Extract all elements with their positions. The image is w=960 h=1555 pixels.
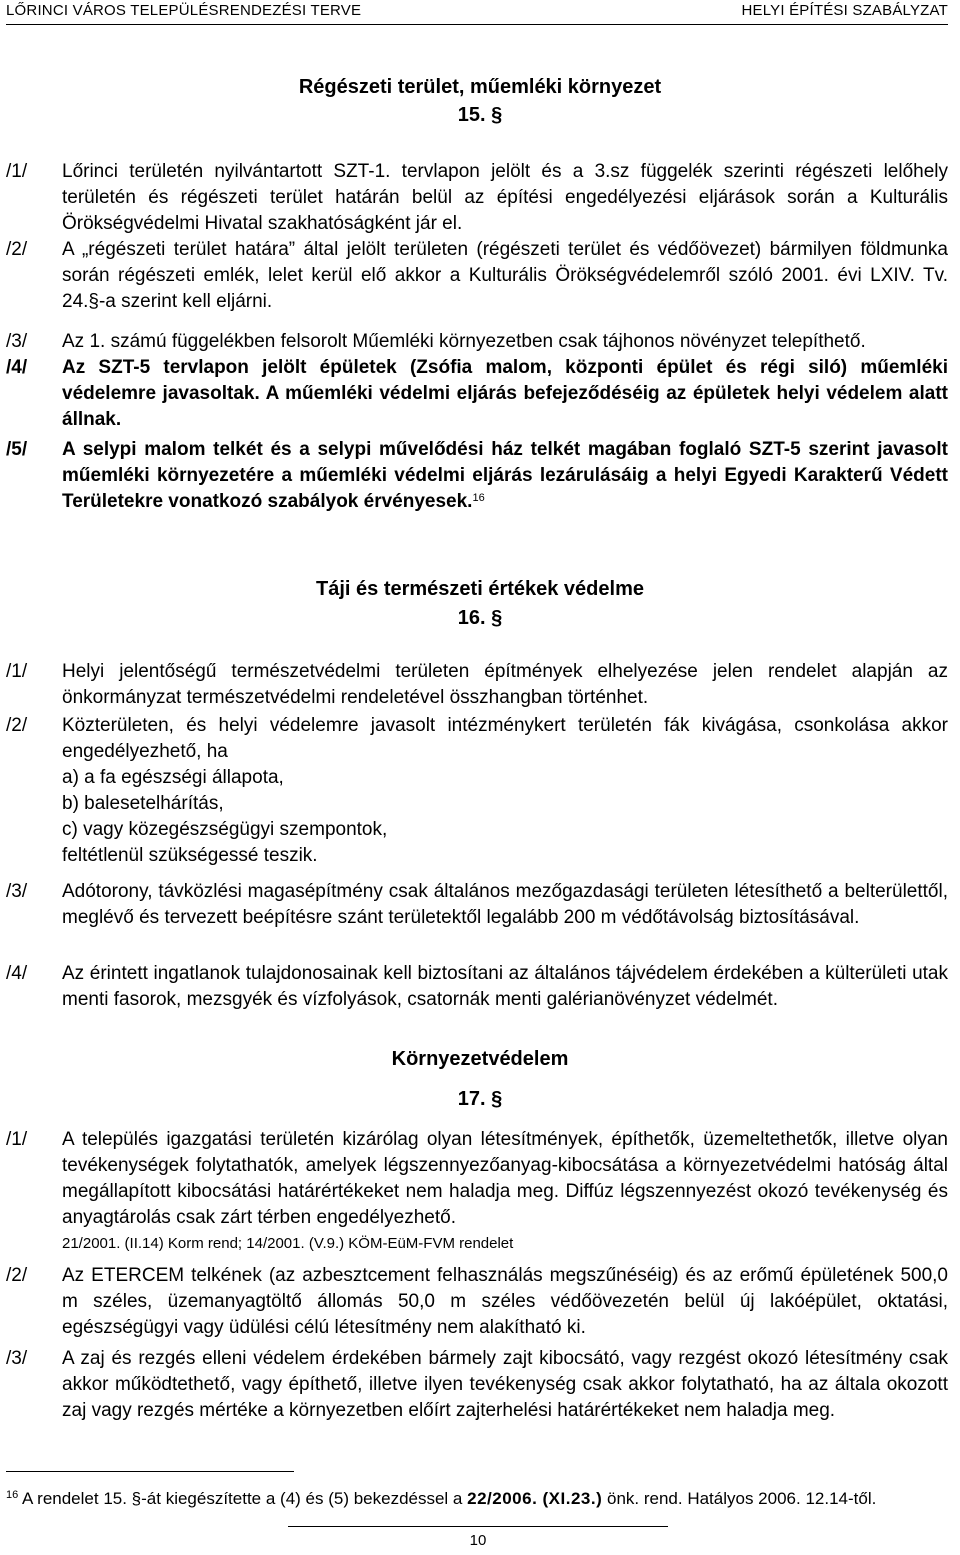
sec16-p2-intro: Közterületen, és helyi védelemre javasolt intézménykert területén fák kivágása, csonkolása akkor engedélyezhető, ha (62, 715, 948, 762)
sec17-p2-text: Az ETERCEM telkének (az azbesztcement felhasználás megszűnéséig) és az erőmű épületének 500,0 m széles, üzemanyagtöltő állomás 50,0 m széles védőövezetén belül új lakóépület, oktatási, egészségügyi vagy üdülési célú létesítmény nem alakítható ki. (62, 1265, 948, 1338)
footnote-text-before: A rendelet 15. §-át kiegészítette a (4) és (5) bekezdéssel a (18, 1489, 468, 1508)
sec17-p2-number: /2/ (6, 1265, 28, 1286)
sec16-p2-item-b: b) balesetelhárítás, (62, 793, 224, 814)
page-header (6, 0, 948, 25)
sec16-p2-item-a: a) a fa egészségi állapota, (62, 767, 284, 788)
footnote (6, 1488, 956, 1510)
sec15-p1-text: Lőrinci területén nyilvántartott SZT-1. tervlapon jelölt és a 3.sz függelék szerinti régészeti lelőhely területén és régészeti terület határán belül az építési engedélyezési eljárások során a Kulturális Örökségvédelmi Hivatal szakhatóságként jár el. (62, 161, 948, 234)
sec15-p4-text: Az SZT-5 tervlapon jelölt épületek (Zsófia malom, központi épület és régi siló) műemléki védelemre javasoltak. A műemléki védelmi eljárás befejeződéséig az épületek helyi védelem alatt állnak. (62, 357, 948, 430)
section-15-number: 15. § (457, 104, 503, 126)
sec15-p2-number: /2/ (6, 239, 28, 260)
sec16-p4-number: /4/ (6, 963, 28, 984)
sec15-p3-number: /3/ (6, 331, 28, 352)
header-right-title: HELYI ÉPÍTÉSI SZABÁLYZAT (741, 2, 948, 19)
footnote-reference: 22/2006. (XI.23.) (467, 1489, 603, 1508)
footnote-mark: 16 (6, 1489, 19, 1501)
sec16-p1-text: Helyi jelentőségű természetvédelmi területen építmények elhelyezése jelen rendelet alapján az önkormányzat természetvédelmi rendeletével összhangban történhet. (62, 661, 948, 708)
sec17-p1-number: /1/ (6, 1129, 28, 1150)
sec17-p1-legal-note: 21/2001. (II.14) Korm rend; 14/2001. (V.9.) KÖM-EüM-FVM rendelet (62, 1235, 514, 1252)
sec15-p4-number: /4/ (6, 357, 28, 378)
sec15-p1-number: /1/ (6, 161, 28, 182)
sec16-p3-text: Adótorony, távközlési magasépítmény csak általános mezőgazdasági területen létesíthető a belterülettől, meglévő és tervezett beépítésre szánt területektől legalább 200 m védőtávolság biztosításával. (62, 881, 948, 928)
footnote-separator (6, 1471, 294, 1472)
sec17-p3-text: A zaj és rezgés elleni védelem érdekében bármely zajt kibocsátó, vagy rezgést okozó létesítmény csak akkor működtethető, vagy építhető, illetve ilyen tevékenység csak akkor folytatható, ha az általa okozott zaj vagy rezgés mértéke a környezetben előírt zajterhelési határértékeket nem haladja meg. (62, 1348, 948, 1421)
footnote-text-after: önk. rend. Hatályos 2006. 12.14-től. (602, 1489, 877, 1508)
sec16-p2-item-c: c) vagy közegészségügyi szempontok, (62, 819, 388, 840)
sec17-p1-body: A település igazgatási területén kizárólag olyan létesítmények, építhetők, üzemeltethetők, illetve olyan tevékenységek folytathatók, amelyek légszennyezőanyag-kibocsátása a környezetvédelmi hatóság által megállapított kibocsátási határértékeket nem haladja meg. Diffúz légszennyezést okozó tevékenység és anyagtárolás csak zárt térben engedélyezhető. (62, 1129, 948, 1228)
sec16-p3-number: /3/ (6, 881, 28, 902)
sec16-p1-number: /1/ (6, 661, 28, 682)
sec16-p2-tail: feltétlenül szükségessé teszik. (62, 845, 318, 866)
sec16-p2-number: /2/ (6, 715, 28, 736)
sec15-p2-text: A „régészeti terület határa” által jelölt területen (régészeti terület és védőövezet) bármilyen földmunka során régészeti emlék, lelet kerül elő akkor a Kulturális Örökségvédelemről szóló 2001. évi LXIV. Tv. 24.§-a szerint kell eljárni. (62, 239, 948, 312)
sec16-p4-text: Az érintett ingatlanok tulajdonosainak kell biztosítani az általános tájvédelem érdekében a külterületi utak menti fasorok, mezsgyék és vízfolyások, csatornák menti galérianövényzet védelmét. (62, 963, 948, 1010)
sec15-p5-number: /5/ (6, 439, 28, 460)
header-left-title: LŐRINCI VÁROS TELEPÜLÉSRENDEZÉSI TERVE (6, 2, 362, 19)
section-15-title: Régészeti terület, műemléki környezet (298, 76, 662, 98)
section-17-title: Környezetvédelem (391, 1048, 569, 1070)
section-16-title: Táji és természeti értékek védelme (316, 578, 644, 600)
sec17-p3-number: /3/ (6, 1348, 28, 1369)
sec15-p3-text: Az 1. számú függelékben felsorolt Műemléki környezetben csak tájhonos növényzet telepíthető. (62, 331, 866, 352)
section-17-number: 17. § (457, 1088, 503, 1110)
sec17-p1-text (62, 1127, 948, 1254)
page-number: 10 (288, 1526, 668, 1553)
section-16-number: 16. § (457, 607, 503, 629)
sec15-p5-text: A selypi malom telkét és a selypi művelődési ház telkét magában foglaló SZT-5 szerint javasolt műemléki környezetére a műemléki védelmi eljárás lezárulásáig a helyi Egyedi Karakterű Védett Területekre vonatkozó szabályok érvényesek.$^{16}$ (62, 439, 948, 512)
sec16-p2-text (62, 713, 948, 869)
footnote-ref-16: 16 (472, 492, 485, 504)
